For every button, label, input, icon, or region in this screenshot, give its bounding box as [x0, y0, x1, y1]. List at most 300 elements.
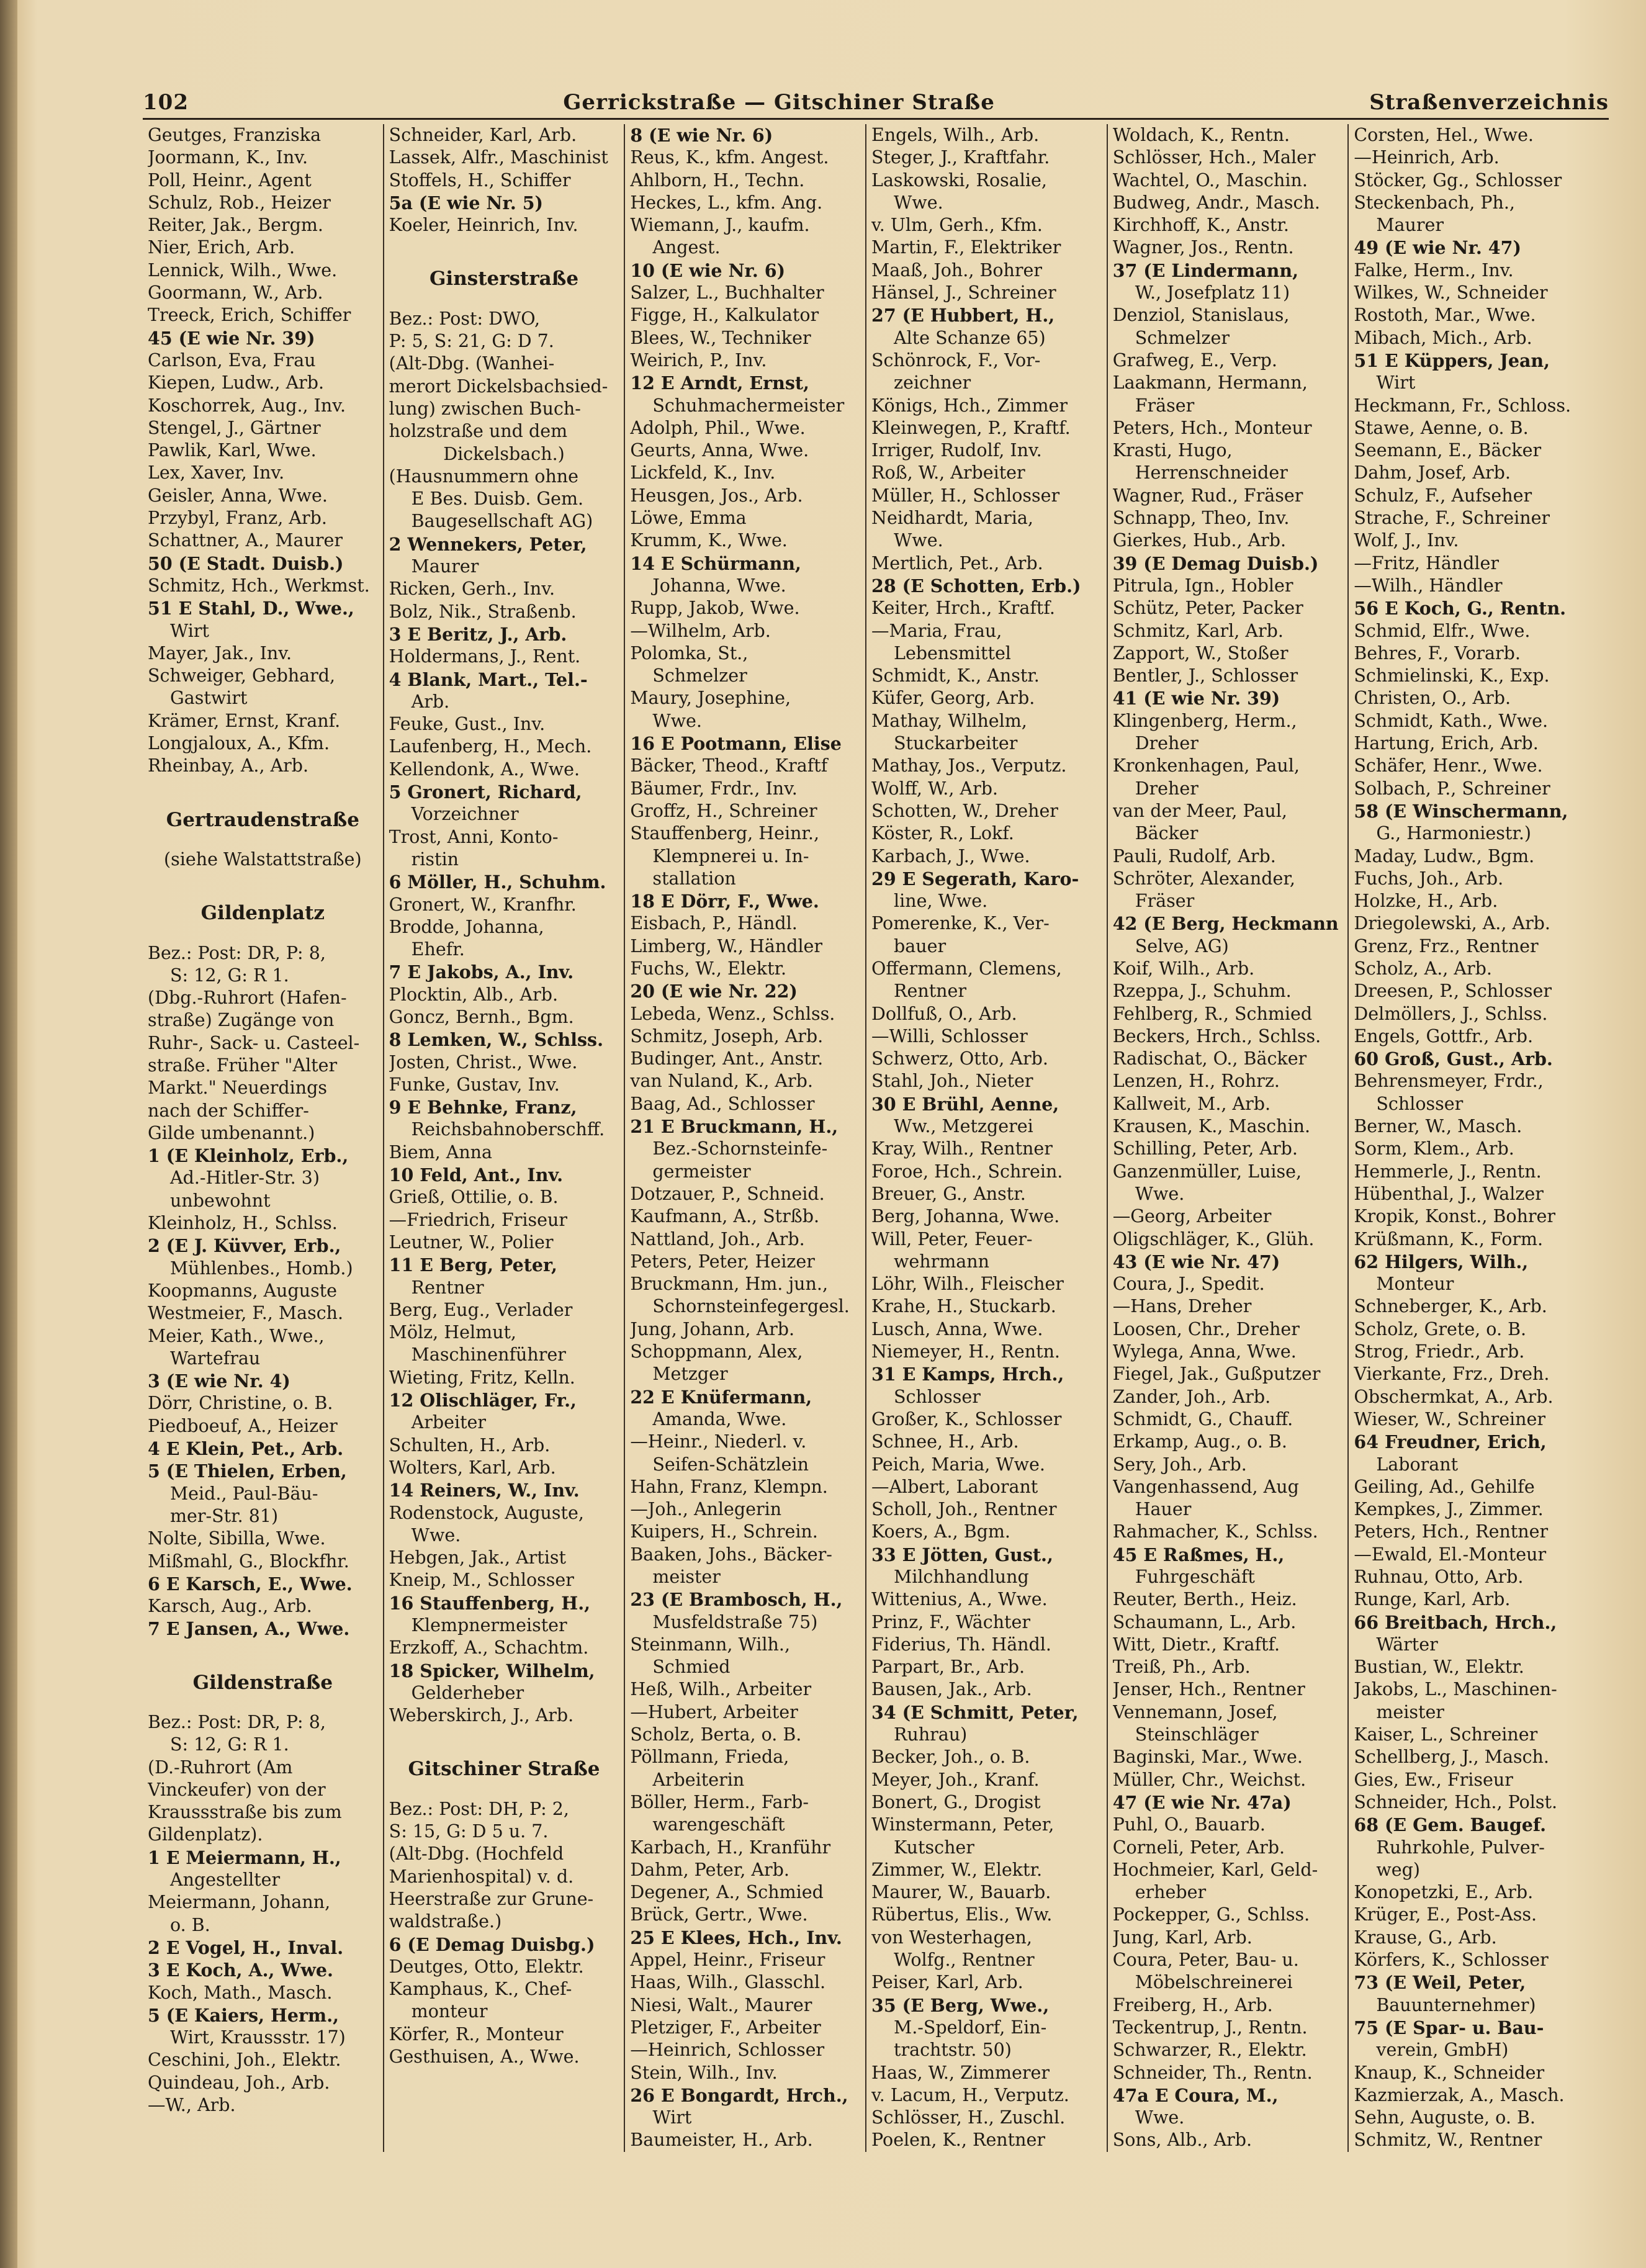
directory-entry: Arbeiter	[411, 1412, 487, 1433]
directory-entry: Grenz, Frz., Rentner	[1354, 935, 1539, 956]
directory-entry: Krause, G., Arb.	[1354, 1927, 1497, 1948]
directory-entry: —Friedrich, Friseur	[389, 1209, 567, 1230]
directory-entry: (Alt-Dbg. (Hochfeld	[389, 1843, 564, 1865]
directory-entry: Koschorrek, Aug., Inv.	[148, 395, 346, 416]
directory-entry: Schmid, Elfr., Wwe.	[1354, 620, 1531, 641]
directory-entry: Ahlborn, H., Techn.	[630, 169, 805, 191]
directory-entry: Polomka, St.,	[630, 642, 749, 664]
directory-entry: Nolte, Sibilla, Wwe.	[148, 1528, 326, 1549]
directory-entry: holzstraße und dem	[389, 421, 568, 442]
directory-entry: Peiser, Karl, Arb.	[871, 1972, 1023, 1993]
directory-entry: Puhl, O., Bauarb.	[1112, 1814, 1266, 1835]
directory-entry: Schmidt, K., Anstr.	[871, 665, 1040, 686]
directory-entry: Steckenbach, Ph.,	[1354, 192, 1515, 213]
directory-entry: 27 (E Hubbert, H.,	[871, 305, 1055, 326]
column-4	[866, 124, 1108, 2152]
directory-entry: Kaufmann, A., Strßb.	[630, 1206, 820, 1227]
street-heading: Gertraudenstraße	[166, 808, 359, 831]
directory-entry: Sorm, Klem., Arb.	[1354, 1138, 1514, 1159]
directory-entry: straße) Zugänge von	[148, 1010, 335, 1031]
directory-entry: Schilling, Peter, Arb.	[1112, 1138, 1298, 1159]
directory-entry: Hänsel, J., Schreiner	[871, 282, 1056, 304]
directory-entry: Pitrula, Ign., Hobler	[1112, 575, 1293, 596]
directory-entry: Falke, Herm., Inv.	[1354, 259, 1514, 281]
directory-entry: Woldach, K., Rentn.	[1112, 125, 1290, 145]
directory-entry: Konopetzki, E., Arb.	[1354, 1882, 1534, 1903]
directory-entry: Holdermans, J., Rent.	[389, 646, 581, 667]
directory-entry: Bolz, Nik., Straßenb.	[389, 601, 577, 622]
directory-entry: 6 E Karsch, E., Wwe.	[148, 1573, 353, 1595]
directory-entry: Wilkes, W., Schneider	[1354, 282, 1548, 304]
directory-entry: Dotzauer, P., Schneid.	[630, 1183, 825, 1204]
directory-entry: Prinz, F., Wächter	[871, 1611, 1031, 1632]
directory-entry: 29 E Segerath, Karo-	[871, 868, 1079, 889]
directory-entry: Schulz, Rob., Heizer	[148, 192, 331, 213]
directory-entry: Monteur	[1376, 1274, 1454, 1295]
directory-entry: Trost, Anni, Konto-	[389, 826, 559, 847]
directory-entry: —Heinrich, Arb.	[1354, 147, 1500, 168]
directory-entry: Bonert, G., Drogist	[871, 1791, 1041, 1812]
directory-entry: Körfer, R., Monteur	[389, 2023, 564, 2045]
directory-entry: Alte Schanze 65)	[894, 327, 1046, 348]
directory-entry: Gies, Ew., Friseur	[1354, 1769, 1513, 1790]
directory-entry: 51 E Küppers, Jean,	[1354, 349, 1550, 371]
directory-entry: Dollfuß, O., Arb.	[871, 1003, 1017, 1024]
directory-entry: 28 (E Schotten, Erb.)	[871, 575, 1081, 596]
street-heading: Gildenplatz	[200, 902, 325, 925]
directory-entry: Breuer, G., Anstr.	[871, 1183, 1026, 1204]
directory-entry: Wagner, Rud., Fräser	[1112, 485, 1303, 506]
directory-entry: Ruhnau, Otto, Arb.	[1354, 1567, 1524, 1587]
directory-entry: Stein, Wilh., Inv.	[630, 2062, 778, 2083]
directory-entry: v. Ulm, Gerh., Kfm.	[871, 215, 1043, 236]
directory-entry: Stauffenberg, Heinr.,	[630, 823, 820, 844]
directory-entry: Beckers, Hrch., Schlss.	[1112, 1025, 1321, 1046]
directory-entry: 5 (E Kaiers, Herm.,	[148, 2004, 340, 2026]
directory-entry: 25 E Klees, Hch., Inv.	[630, 1927, 842, 1948]
section-title: Straßenverzeichnis	[1369, 90, 1609, 115]
directory-entry: Schwarzer, R., Elektr.	[1112, 2040, 1307, 2061]
directory-entry: Budinger, Ant., Anstr.	[630, 1048, 824, 1069]
directory-entry: Oligschläger, K., Glüh.	[1112, 1228, 1315, 1249]
directory-entry: Kiepen, Ludw., Arb.	[148, 372, 325, 394]
directory-entry: Baaken, Johs., Bäcker-	[630, 1544, 832, 1565]
directory-entry: Obschermkat, A., Arb.	[1354, 1386, 1554, 1407]
directory-entry: Hauer	[1135, 1499, 1192, 1520]
directory-entry: Winstermann, Peter,	[871, 1814, 1055, 1835]
directory-entry: Bez.: Post: DR, P: 8,	[148, 1712, 326, 1732]
directory-entry: —Fritz, Händler	[1354, 552, 1500, 574]
directory-entry: Keiter, Hrch., Kraftf.	[871, 598, 1055, 619]
directory-entry: Behrensmeyer, Frdr.,	[1354, 1071, 1544, 1092]
directory-entry: Wittenius, A., Wwe.	[871, 1589, 1048, 1610]
directory-entry: Krämer, Ernst, Kranf.	[148, 710, 341, 731]
directory-entry: Dreher	[1135, 733, 1199, 754]
directory-entry: Schröter, Alexander,	[1112, 868, 1295, 889]
directory-entry: Wieting, Fritz, Kelln.	[389, 1367, 575, 1388]
directory-entry: von Westerhagen,	[871, 1927, 1032, 1948]
directory-entry: Engels, Wilh., Arb.	[871, 125, 1040, 145]
directory-entry: Heckes, L., kfm. Ang.	[630, 192, 823, 213]
directory-entry: Maurer, W., Bauarb.	[871, 1882, 1051, 1903]
directory-entry: 3 E Beritz, J., Arb.	[389, 623, 567, 645]
directory-entry: 14 E Schürmann,	[630, 552, 801, 574]
directory-entry: Fiegel, Jak., Gußputzer	[1112, 1364, 1321, 1385]
directory-entry: —Ewald, El.-Monteur	[1354, 1544, 1547, 1565]
directory-entry: Arbeiterin	[652, 1769, 745, 1790]
directory-entry: Wwe.	[894, 530, 943, 551]
directory-entry: Gesthuisen, A., Wwe.	[389, 2046, 580, 2068]
directory-entry: Niesi, Walt., Maurer	[630, 1994, 812, 2015]
directory-entry: 47 (E wie Nr. 47a)	[1112, 1791, 1292, 1813]
directory-entry: 2 E Vogel, H., Inval.	[148, 1937, 344, 1958]
directory-entry: Dahm, Peter, Arb.	[630, 1859, 789, 1880]
directory-entry: Ruhrkohle, Pulver-	[1376, 1837, 1545, 1858]
directory-entry: 22 E Knüfermann,	[630, 1386, 812, 1408]
directory-entry: —Wilh., Händler	[1354, 575, 1503, 596]
directory-entry: Wagner, Jos., Rentn.	[1112, 237, 1294, 258]
directory-entry: Schoppmann, Alex,	[630, 1341, 803, 1362]
directory-entry: Bez.-Schornsteinfe-	[652, 1138, 828, 1159]
directory-entry: 7 E Jansen, A., Wwe.	[148, 1618, 350, 1640]
directory-entry: Maaß, Joh., Bohrer	[871, 259, 1043, 281]
directory-entry: Hübenthal, J., Walzer	[1354, 1183, 1544, 1204]
directory-entry: Schmied	[652, 1657, 731, 1678]
directory-entry: Steinschläger	[1135, 1724, 1259, 1745]
directory-entry: Schattner, A., Maurer	[148, 530, 343, 551]
directory-entry: 6 Möller, H., Schuhm.	[389, 871, 606, 893]
directory-entry: Sehn, Auguste, o. B.	[1354, 2107, 1536, 2128]
directory-entry: Ww., Metzgerei	[894, 1116, 1033, 1137]
directory-entry: Ganzenmüller, Luise,	[1112, 1161, 1302, 1182]
directory-entry: Ceschini, Joh., Elektr.	[148, 2050, 341, 2071]
directory-entry: Musfeldstraße 75)	[652, 1611, 818, 1632]
directory-entry: Angestellter	[170, 1870, 281, 1891]
directory-entry: Peich, Maria, Wwe.	[871, 1454, 1045, 1475]
directory-entry: Schulten, H., Arb.	[389, 1434, 551, 1456]
directory-entry: 18 Spicker, Wilhelm,	[389, 1660, 595, 1681]
directory-entry: Niemeyer, H., Rentn.	[871, 1341, 1060, 1362]
column-1	[143, 124, 384, 2152]
directory-entry: Seifen-Schätzlein	[652, 1454, 809, 1475]
directory-entry: Wwe.	[1135, 2107, 1185, 2128]
directory-entry: 47a E Coura, M.,	[1112, 2084, 1279, 2106]
directory-entry: Kleinholz, H., Schlss.	[148, 1213, 338, 1234]
directory-entry: Körfers, K., Schlosser	[1354, 1950, 1549, 1971]
directory-entry: Wwe.	[652, 710, 702, 731]
directory-entry: Koch, Math., Masch.	[148, 1982, 333, 2003]
directory-entry: 41 (E wie Nr. 39)	[1112, 688, 1280, 709]
directory-entry: 37 (E Lindermann,	[1112, 259, 1299, 281]
directory-entry: Haas, Wilh., Glasschl.	[630, 1972, 826, 1993]
directory-entry: Figge, H., Kalkulator	[630, 305, 819, 326]
directory-entry: 56 E Koch, G., Rentn.	[1354, 598, 1567, 619]
directory-entry: Eisbach, P., Händl.	[630, 913, 798, 934]
directory-entry: Jakobs, L., Maschinen-	[1354, 1679, 1557, 1700]
directory-entry: Selve, AG)	[1135, 935, 1229, 956]
directory-entry: Schneberger, K., Arb.	[1354, 1296, 1547, 1317]
directory-entry: Angest.	[652, 237, 721, 258]
directory-entry: Ruhr-, Sack- u. Casteel-	[148, 1032, 360, 1053]
directory-entry: Schnee, H., Arb.	[871, 1431, 1019, 1452]
directory-entry: Bäcker, Theod., Kraftf	[630, 755, 828, 776]
directory-entry: Krüßmann, K., Form.	[1354, 1228, 1544, 1249]
directory-entry: Scholz, Berta, o. B.	[630, 1724, 802, 1745]
directory-entry: Herrenschneider	[1135, 462, 1288, 484]
directory-entry: 33 E Jötten, Gust.,	[871, 1544, 1053, 1565]
directory-entry: Mühlenbes., Homb.)	[170, 1258, 353, 1279]
directory-entry: Zimmer, W., Elektr.	[871, 1859, 1043, 1880]
directory-entry: Heß, Wilh., Arbeiter	[630, 1679, 812, 1700]
directory-entry: Schmitz, Joseph, Arb.	[630, 1025, 824, 1046]
directory-entry: Müller, Chr., Weichst.	[1112, 1769, 1306, 1790]
directory-entry: Rupp, Jakob, Wwe.	[630, 598, 800, 619]
directory-entry: Zander, Joh., Arb.	[1112, 1386, 1271, 1407]
directory-entry: Pawlik, Karl, Wwe.	[148, 440, 317, 461]
directory-entry: Witt, Dietr., Kraftf.	[1112, 1634, 1280, 1655]
directory-entry: 75 (E Spar- u. Bau-	[1354, 2017, 1544, 2038]
directory-entry: weg)	[1376, 1859, 1420, 1880]
directory-entry: 7 E Jakobs, A., Inv.	[389, 961, 574, 983]
directory-entry: Klempnermeister	[411, 1615, 567, 1636]
directory-entry: bauer	[894, 935, 947, 956]
directory-entry: Stahl, Joh., Nieter	[871, 1071, 1033, 1092]
directory-entry: Will, Peter, Feuer-	[871, 1228, 1033, 1249]
directory-entry: Maday, Ludw., Bgm.	[1354, 845, 1535, 866]
directory-entry: Fräser	[1135, 395, 1195, 416]
directory-entry: Schwerz, Otto, Arb.	[871, 1048, 1048, 1069]
directory-entry: Salzer, L., Buchhalter	[630, 282, 824, 304]
directory-entry: Kaiser, L., Schreiner	[1354, 1724, 1538, 1745]
directory-entry: Longjaloux, A., Kfm.	[148, 733, 330, 754]
directory-entry: Hartung, Erich, Arb.	[1354, 733, 1539, 754]
directory-entry: Lennick, Wilh., Wwe.	[148, 259, 338, 281]
directory-entry: 10 (E wie Nr. 6)	[630, 259, 786, 281]
directory-entry: Deutges, Otto, Elektr.	[389, 1956, 584, 1977]
directory-entry: Peters, Hch., Monteur	[1112, 417, 1312, 438]
directory-entry: Wirt	[170, 620, 209, 641]
directory-entry: Gastwirt	[170, 688, 248, 709]
directory-entry: Pockepper, G., Schlss.	[1112, 1904, 1310, 1925]
directory-entry: 1 E Meiermann, H.,	[148, 1847, 341, 1868]
directory-entry: Freiberg, H., Arb.	[1112, 1994, 1273, 2015]
directory-entry: unbewohnt	[170, 1190, 271, 1211]
directory-entry: —W., Arb.	[148, 2095, 236, 2116]
directory-entry: Bruckmann, Hm. jun.,	[630, 1274, 829, 1295]
column-5	[1108, 124, 1349, 2152]
directory-entry: Pauli, Rudolf, Arb.	[1112, 845, 1276, 866]
directory-entry: Grafweg, E., Verp.	[1112, 349, 1277, 371]
directory-entry: Erzkoff, A., Schachtm.	[389, 1637, 589, 1658]
directory-entry: Funke, Gustav, Inv.	[389, 1074, 560, 1095]
directory-entry: Kazmierzak, A., Masch.	[1354, 2084, 1565, 2105]
directory-entry: Haas, W., Zimmerer	[871, 2062, 1050, 2083]
directory-entry: Wolters, Karl, Arb.	[389, 1457, 556, 1478]
directory-entry: 9 E Behnke, Franz,	[389, 1097, 577, 1118]
directory-entry: Jenser, Hch., Rentner	[1112, 1679, 1305, 1700]
directory-entry: Fiderius, Th. Händl.	[871, 1634, 1051, 1655]
directory-entry: Stuckarbeiter	[894, 733, 1018, 754]
directory-entry: Bez.: Post: DH, P: 2,	[389, 1798, 569, 1819]
directory-entry: Fehlberg, R., Schmied	[1112, 1003, 1313, 1024]
directory-entry: wehrmann	[894, 1251, 989, 1272]
directory-entry: Meiermann, Johann,	[148, 1892, 331, 1913]
directory-entry: 14 Reiners, W., Inv.	[389, 1480, 580, 1501]
directory-entry: Baginski, Mar., Wwe.	[1112, 1747, 1303, 1768]
directory-entry: G., Harmoniestr.)	[1376, 823, 1532, 844]
directory-entry: Poelen, K., Rentner	[871, 2130, 1045, 2151]
directory-entry: Stoffels, H., Schiffer	[389, 169, 571, 191]
directory-entry: Wolfg., Rentner	[894, 1950, 1035, 1971]
directory-entry: Strache, F., Schreiner	[1354, 508, 1550, 529]
directory-entry: 60 Groß, Gust., Arb.	[1354, 1048, 1553, 1070]
directory-entry: E Bes. Duisb. Gem.	[411, 488, 584, 510]
directory-entry: 50 (E Stadt. Duisb.)	[148, 552, 344, 574]
directory-entry: 4 E Klein, Pet., Arb.	[148, 1438, 344, 1460]
directory-entry: monteur	[411, 2001, 488, 2022]
directory-entry: Groffz, H., Schreiner	[630, 800, 817, 821]
directory-entry: Berg, Johanna, Wwe.	[871, 1206, 1060, 1227]
directory-entry: Baugesellschaft AG)	[411, 511, 593, 532]
directory-entry: Rodenstock, Auguste,	[389, 1502, 584, 1523]
directory-entry: Laakmann, Hermann,	[1112, 372, 1308, 394]
directory-entry: Stöcker, Gg., Schlosser	[1354, 169, 1562, 191]
directory-entry: Karbach, J., Wwe.	[871, 845, 1030, 866]
directory-entry: Brück, Gertr., Wwe.	[630, 1904, 808, 1925]
street-heading: Ginsterstraße	[429, 268, 579, 290]
directory-entry: Goncz, Bernh., Bgm.	[389, 1006, 574, 1027]
directory-entry: Budweg, Andr., Masch.	[1112, 192, 1320, 213]
directory-entry: Rzeppa, J., Schuhm.	[1112, 981, 1292, 1002]
directory-entry: Vennemann, Josef,	[1112, 1701, 1278, 1722]
directory-entry: 66 Breitbach, Hrch.,	[1354, 1611, 1557, 1633]
directory-entry: 39 (E Demag Duisb.)	[1112, 552, 1319, 574]
directory-entry: 31 E Kamps, Hrch.,	[871, 1364, 1064, 1385]
directory-entry: Gierkes, Hub., Arb.	[1112, 530, 1287, 551]
directory-entry: Stawe, Aenne, o. B.	[1354, 417, 1529, 438]
directory-entry: Dickelsbach.)	[443, 443, 565, 464]
directory-entry: Schaumann, L., Arb.	[1112, 1611, 1297, 1632]
directory-entry: Geiling, Ad., Gehilfe	[1354, 1476, 1535, 1497]
directory-entry: Wiemann, J., kaufm.	[630, 215, 810, 236]
directory-entry: Bentler, J., Schlosser	[1112, 665, 1298, 686]
directory-entry: —Maria, Frau,	[871, 620, 1002, 641]
directory-entry: 3 (E wie Nr. 4)	[148, 1370, 290, 1392]
directory-entry: Wieser, W., Schreiner	[1354, 1408, 1546, 1429]
directory-entry: Möbelschreinerei	[1135, 1972, 1293, 1993]
directory-entry: Mölz, Helmut,	[389, 1322, 516, 1343]
directory-entry: Degener, A., Schmied	[630, 1882, 824, 1903]
directory-entry: Heckmann, Fr., Schloss.	[1354, 395, 1572, 416]
directory-entry: Reuter, Berth., Heiz.	[1112, 1589, 1297, 1610]
directory-entry: warengeschäft	[652, 1814, 785, 1835]
directory-entry: 5a (E wie Nr. 5)	[389, 192, 544, 214]
directory-entry: Schmitz, W., Rentner	[1354, 2130, 1542, 2151]
directory-entry: Gilde umbenannt.)	[148, 1122, 315, 1143]
directory-entry: v. Lacum, H., Verputz.	[871, 2084, 1069, 2105]
directory-entry: Schneider, Hch., Polst.	[1354, 1791, 1558, 1812]
directory-entry: 2 Wennekers, Peter,	[389, 533, 587, 555]
directory-entry: Klempnerei u. In-	[652, 845, 809, 866]
directory-entry: Martin, F., Elektriker	[871, 237, 1061, 258]
directory-entry: line, Wwe.	[894, 891, 988, 912]
directory-entry: Peters, Hch., Rentner	[1354, 1521, 1549, 1542]
directory-entry: Johanna, Wwe.	[652, 575, 786, 596]
directory-entry: straße. Früher "Alter	[148, 1055, 338, 1076]
directory-entry: Köster, R., Lokf.	[871, 823, 1014, 844]
directory-entry: 12 E Arndt, Ernst,	[630, 372, 809, 394]
directory-entry: Stengel, J., Gärtner	[148, 417, 321, 438]
directory-entry: Solbach, P., Schreiner	[1354, 778, 1550, 799]
directory-entry: Berg, Eug., Verlader	[389, 1299, 573, 1320]
directory-entry: Kallweit, M., Arb.	[1112, 1093, 1271, 1114]
directory-entry: 8 Lemken, W., Schlss.	[389, 1029, 604, 1051]
directory-entry: Arb.	[411, 691, 450, 712]
directory-entry: Coura, Peter, Bau- u.	[1112, 1950, 1299, 1971]
directory-entry: Joormann, K., Inv.	[148, 147, 308, 168]
directory-entry: Marienhospital) v. d.	[389, 1866, 574, 1887]
directory-entry: Geisler, Anna, Wwe.	[148, 485, 328, 506]
directory-entry: Schmitz, Karl, Arb.	[1112, 620, 1284, 641]
directory-entry: —Georg, Arbeiter	[1112, 1206, 1272, 1227]
directory-entry: meister	[1376, 1701, 1444, 1722]
directory-entry: Kellendonk, A., Wwe.	[389, 758, 580, 780]
directory-entry: Bauunternehmer)	[1376, 1994, 1536, 2015]
directory-entry: Schmidt, G., Chauff.	[1112, 1408, 1293, 1429]
directory-entry: Baumeister, H., Arb.	[630, 2130, 813, 2151]
directory-entry: Irriger, Rudolf, Inv.	[871, 440, 1042, 461]
directory-entry: Wirt, Kraussstr. 17)	[170, 2027, 346, 2048]
directory-entry: Dreesen, P., Schlosser	[1354, 981, 1552, 1002]
directory-entry: stallation	[652, 868, 736, 889]
directory-entry: Holzke, H., Arb.	[1354, 891, 1498, 912]
directory-entry: Przybyl, Franz, Arb.	[148, 508, 327, 529]
directory-entry: Wirt	[1376, 372, 1416, 394]
directory-entry: Foroe, Hch., Schrein.	[871, 1161, 1063, 1182]
directory-entry: Krumm, K., Wwe.	[630, 530, 788, 551]
directory-entry: waldstraße.)	[389, 1911, 502, 1932]
directory-entry: 10 Feld, Ant., Inv.	[389, 1164, 564, 1186]
directory-entry: Laborant	[1376, 1454, 1459, 1475]
directory-entry: zeichner	[894, 372, 971, 394]
directory-entry: Kirchhoff, K., Anstr.	[1112, 215, 1289, 236]
directory-entry: Delmöllers, J., Schlss.	[1354, 1003, 1548, 1024]
directory-entry: Karsch, Aug., Arb.	[148, 1596, 312, 1617]
book-gutter	[0, 0, 17, 2268]
directory-entry: Denziol, Stanislaus,	[1112, 305, 1290, 326]
directory-entry: Geutges, Franziska	[148, 125, 322, 145]
directory-entry: —Wilhelm, Arb.	[630, 620, 771, 641]
directory-entry: 62 Hilgers, Wilh.,	[1354, 1251, 1529, 1272]
directory-entry: Schmitz, Hch., Werkmst.	[148, 575, 370, 596]
directory-entry: Fuchs, W., Elektr.	[630, 958, 787, 979]
page-number: 102	[143, 90, 189, 115]
directory-entry: germeister	[652, 1161, 751, 1182]
directory-entry: Ruhrau)	[894, 1724, 968, 1745]
directory-entry: 21 E Bruckmann, H.,	[630, 1116, 839, 1138]
directory-entry: Hebgen, Jak., Artist	[389, 1547, 566, 1568]
directory-entry: Laufenberg, H., Mech.	[389, 736, 592, 757]
directory-entry: Maurer	[411, 556, 479, 577]
directory-entry: Meier, Kath., Wwe.,	[148, 1325, 325, 1346]
directory-entry: Scholz, Grete, o. B.	[1354, 1318, 1527, 1339]
directory-entry: Becker, Joh., o. B.	[871, 1747, 1030, 1768]
directory-entry: Corneli, Peter, Arb.	[1112, 1837, 1285, 1858]
directory-entry: Roß, W., Arbeiter	[871, 462, 1025, 484]
directory-entry: Hochmeier, Karl, Geld-	[1112, 1859, 1318, 1880]
directory-entry: Strog, Friedr., Arb.	[1354, 1341, 1525, 1362]
directory-entry: 4 Blank, Mart., Tel.-	[389, 668, 588, 690]
